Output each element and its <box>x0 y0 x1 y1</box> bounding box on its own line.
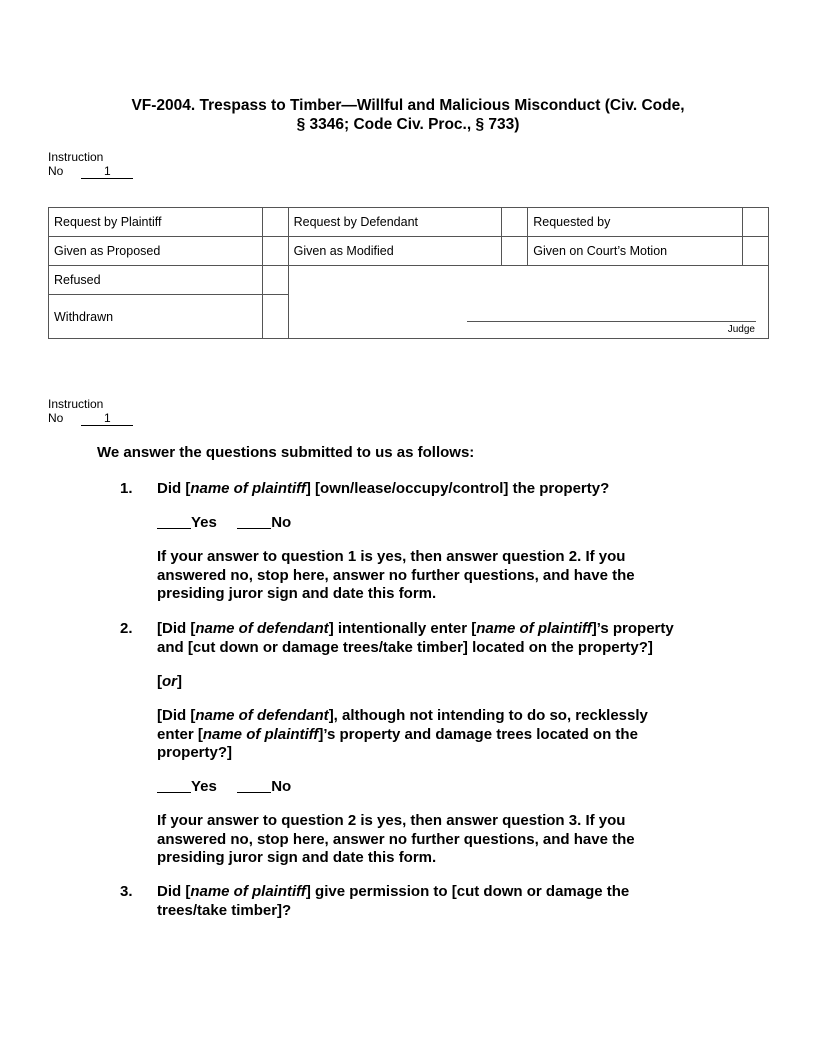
question-number: 1. <box>120 480 133 497</box>
document-title <box>48 96 768 134</box>
yes-blank[interactable] <box>157 514 191 529</box>
question-1-answer <box>157 514 717 533</box>
request-by-plaintiff-label: Request by Plaintiff <box>49 208 263 237</box>
question-text-alternative-a: [Did [name of defendant] intentionally enter [name of plaintiff]’s property and [cut down or damage trees/take timber] located on the property?] <box>157 620 674 656</box>
judge-label: Judge <box>727 324 755 335</box>
instruction-label: Instruction <box>48 397 104 411</box>
question-text: Did [name of plaintiff] [own/lease/occupy/control] the property? <box>157 480 610 497</box>
requested-by-label: Requested by <box>528 208 743 237</box>
given-as-modified-checkbox[interactable] <box>502 237 528 266</box>
question-number: 2. <box>120 620 133 637</box>
given-on-courts-motion-checkbox[interactable] <box>743 237 769 266</box>
request-by-plaintiff-checkbox[interactable] <box>262 208 288 237</box>
request-status-table <box>48 207 769 339</box>
no-label: No <box>271 778 292 795</box>
title-line-1: VF-2004. Trespass to Timber—Willful and Malicious Misconduct (Civ. Code, <box>131 97 685 114</box>
instruction-no-label: No <box>48 164 64 178</box>
instruction-no-field[interactable]: 1 <box>81 165 133 179</box>
yes-label: Yes <box>191 778 217 795</box>
yes-blank[interactable] <box>157 778 191 793</box>
request-by-defendant-label: Request by Defendant <box>288 208 502 237</box>
request-by-defendant-checkbox[interactable] <box>502 208 528 237</box>
question-2-or: [or] <box>157 673 182 690</box>
no-label: No <box>271 514 292 531</box>
no-blank[interactable] <box>237 514 271 529</box>
question-2-answer <box>157 778 717 797</box>
given-on-courts-motion-label: Given on Court’s Motion <box>528 237 743 266</box>
instruction-no-row <box>48 164 133 179</box>
title-line-2: § 3346; Code Civ. Proc., § 733) <box>296 116 520 133</box>
instruction-no-field[interactable]: 1 <box>81 412 133 426</box>
instruction-label: Instruction <box>48 150 104 164</box>
question-2-instruction: If your answer to question 2 is yes, then answer question 3. If you answered no, stop here, answer no further questions, and have the presiding juror sign and date this form. <box>157 812 635 866</box>
question-number: 3. <box>120 883 133 900</box>
requested-by-checkbox[interactable] <box>743 208 769 237</box>
instruction-number-bottom <box>48 397 133 426</box>
yes-label: Yes <box>191 514 217 531</box>
instruction-number-top <box>48 150 133 179</box>
question-text-alternative-b: [Did [name of defendant], although not intending to do so, recklessly enter [name of plaintiff]’s property and damage trees located on the property?] <box>157 707 648 761</box>
question-1-instruction: If your answer to question 1 is yes, then answer question 2. If you answered no, stop here, answer no further questions, and have the presiding juror sign and date this form. <box>157 548 635 602</box>
instruction-no-row <box>48 411 133 426</box>
given-as-modified-label: Given as Modified <box>288 237 502 266</box>
instruction-no-label: No <box>48 411 64 425</box>
judge-signature-area <box>288 266 768 339</box>
given-as-proposed-checkbox[interactable] <box>262 237 288 266</box>
question-text: Did [name of plaintiff] give permission to [cut down or damage the trees/take timber]? <box>157 883 630 919</box>
withdrawn-checkbox[interactable] <box>262 295 288 339</box>
intro-text: We answer the questions submitted to us as follows: <box>97 444 475 461</box>
withdrawn-label: Withdrawn <box>49 295 263 339</box>
refused-label: Refused <box>49 266 263 295</box>
no-blank[interactable] <box>237 778 271 793</box>
judge-signature-line[interactable] <box>467 321 756 322</box>
refused-checkbox[interactable] <box>262 266 288 295</box>
given-as-proposed-label: Given as Proposed <box>49 237 263 266</box>
